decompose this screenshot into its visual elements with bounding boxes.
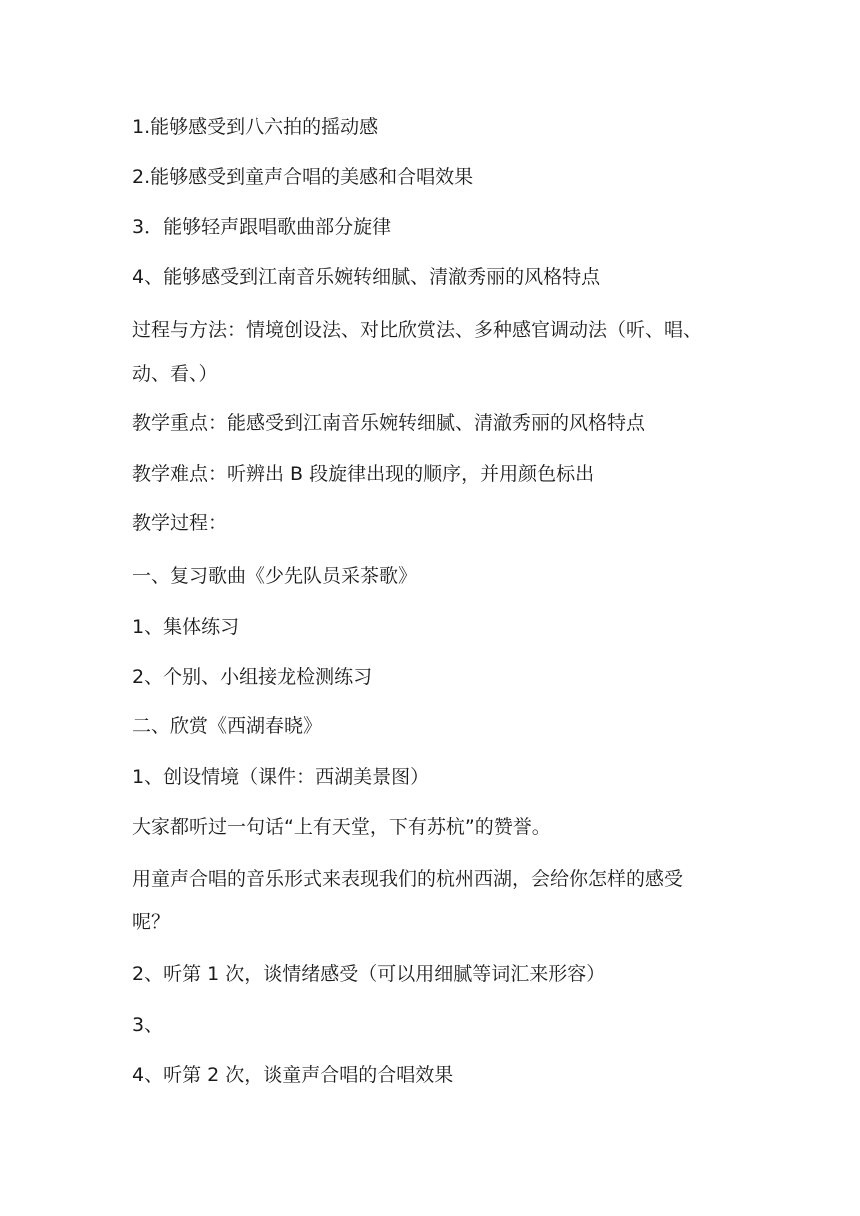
objective-1: 1.能够感受到八六拍的摇动感: [132, 116, 379, 138]
section-two-text-2-line-1: 用童声合唱的音乐形式来表现我们的杭州西湖，会给你怎样的感受: [132, 868, 684, 890]
teaching-key-point: 教学重点：能感受到江南音乐婉转细腻、清澈秀丽的风格特点: [132, 412, 646, 434]
objective-3: 3．能够轻声跟唱歌曲部分旋律: [132, 216, 392, 238]
process-methods-line-1: 过程与方法：情境创设法、对比欣赏法、多种感官调动法（听、唱、: [132, 319, 703, 341]
section-one-item-2: 2、个别、小组接龙检测练习: [132, 666, 373, 688]
section-two-item-4: 4、听第 2 次，谈童声合唱的合唱效果: [132, 1064, 454, 1086]
teaching-process-heading: 教学过程：: [132, 512, 228, 534]
teaching-difficulty: 教学难点：听辨出 B 段旋律出现的顺序，并用颜色标出: [132, 463, 595, 485]
section-two-item-3: 3、: [132, 1014, 164, 1036]
section-two-item-1: 1、创设情境（课件：西湖美景图）: [132, 766, 430, 788]
section-one-heading: 一、复习歌曲《少先队员采茶歌》: [132, 565, 418, 587]
objective-4: 4、能够感受到江南音乐婉转细腻、清澈秀丽的风格特点: [132, 266, 601, 288]
section-two-text-1: 大家都听过一句话“上有天堂，下有苏杭”的赞誉。: [132, 816, 551, 838]
process-methods-line-2: 动、看、）: [132, 363, 218, 385]
objective-2: 2.能够感受到童声合唱的美感和合唱效果: [132, 166, 474, 188]
section-two-heading: 二、欣赏《西湖春晓》: [132, 715, 323, 737]
section-two-text-2-line-2: 呢？: [132, 911, 171, 933]
section-two-item-2: 2、听第 1 次，谈情绪感受（可以用细腻等词汇来形容）: [132, 963, 606, 985]
section-one-item-1: 1、集体练习: [132, 616, 240, 638]
